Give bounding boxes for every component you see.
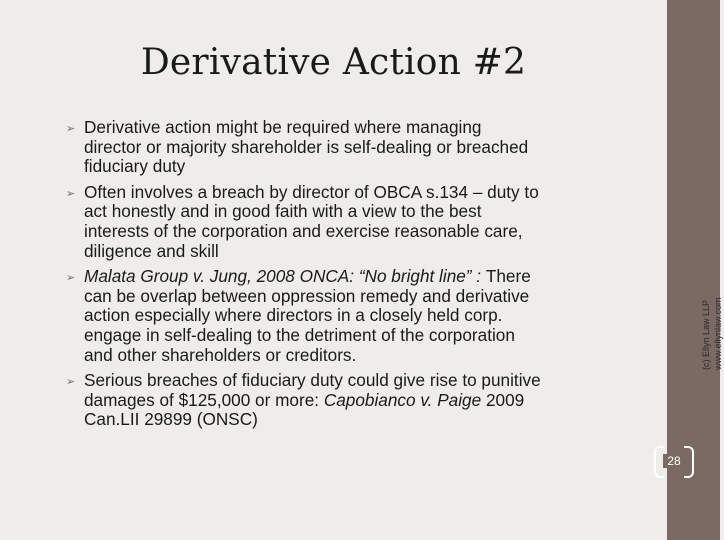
bracket-right-icon [684,446,694,478]
bullet-text [84,182,539,261]
credit-firm: (c) Ellyn Law LLP [701,299,711,370]
bullet-text-segment: Often involves a breach by director of OBCA s.134 – duty to act honestly and in good faith with a view to the best interests of the corporation and exercise reasonable care, diligence and skill [84,181,539,261]
bullet-item [62,118,640,177]
bullet-item [62,267,640,365]
arrow-bullet-icon: ➢ [66,272,76,285]
bullet-text-segment: There can be overlap between oppression remedy and derivative action especially where directors in a closely held corp. engage in self-dealing to the detriment of the corporation and other shareholders or creditors. [84,266,531,365]
bullet-text [84,117,528,176]
slide-title: Derivative Action #2 [140,42,527,83]
copyright-credit [700,220,724,370]
case-citation: Capobianco v. Paige [323,389,482,410]
bullet-text-segment: Serious breaches of fiduciary duty could give rise to punitive damages of $125,000 or more: [84,370,541,410]
credit-website: www.ellynlaw.com [713,297,723,370]
case-citation: Malata Group v. Jung, 2008 ONCA: “No bright line” : [84,266,486,287]
arrow-bullet-icon: ➢ [66,376,76,389]
arrow-bullet-icon: ➢ [66,187,76,200]
bullet-text-segment: 2009 Can.LII 29899 (ONSC) [84,389,525,430]
page-number-badge [652,446,696,476]
bullet-item [62,371,640,430]
bullet-text-segment: Derivative action might be required where managing director or majority shareholder is self-dealing or breached fiduciary duty [84,117,529,177]
bullet-list [62,118,640,436]
page-number: 28 [663,454,684,468]
bullet-text [84,370,541,429]
bullet-item [62,183,640,261]
arrow-bullet-icon: ➢ [66,123,76,135]
bullet-text [84,266,531,364]
